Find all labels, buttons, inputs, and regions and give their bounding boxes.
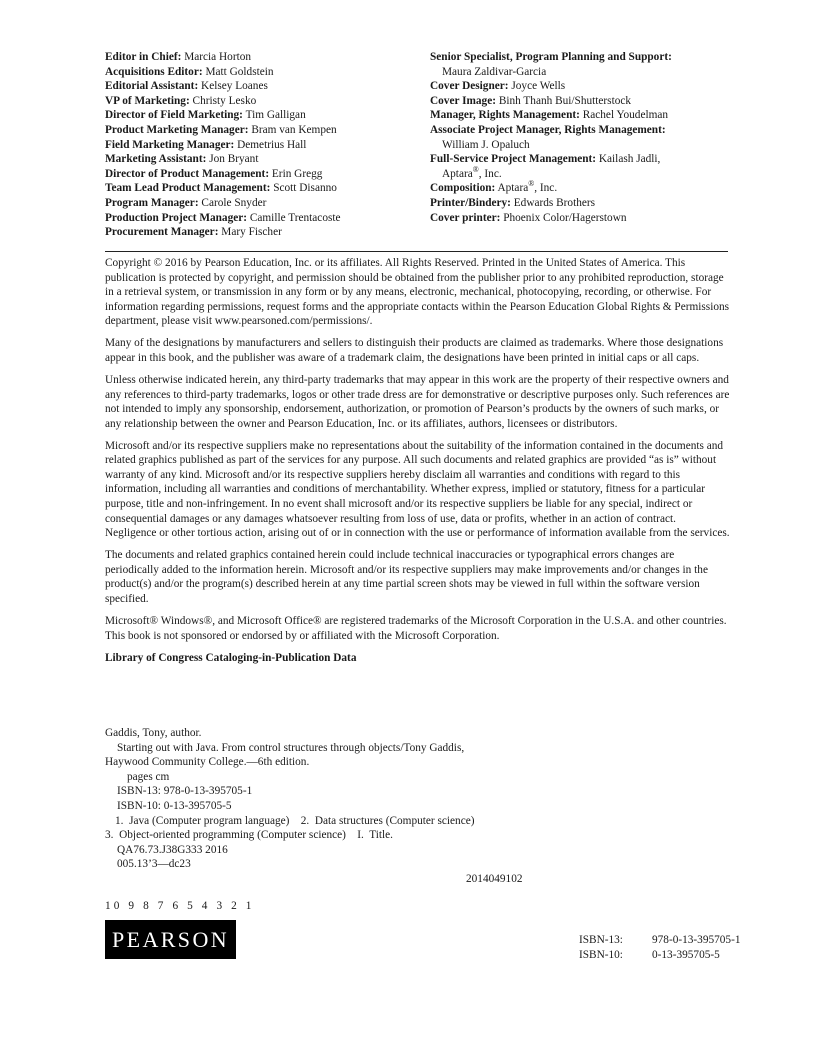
credits-left-column [105,50,430,240]
cip-subjects: 1. Java (Computer program language) 2. Data structures (Computer science) [115,814,475,827]
third-party-notice: Unless otherwise indicated herein, any third-party trademarks that may appear in this work are the property of their respective owners and any references to third-party trademarks, logos or other trade dress are for demonstrative or descriptive purposes only. Such references are not intended to imply any sponsorship, endorsement, authorization, or promotion of Pearson’s products by the owners of such marks, or any relationship between the owner and Pearson Education, Inc. or its affiliates, authors, licensees or distributors. [105,373,730,430]
credit-line-assoc-rights: Associate Project Manager, Rights Management: [430,123,666,136]
credit-line: Procurement Manager: Mary Fischer [105,226,282,239]
credit-line: Production Project Manager: Camille Trentacoste [105,211,341,224]
credit-continuation: Aptara®, Inc. [442,164,502,180]
credit-line: Director of Product Management: Erin Gregg [105,167,323,180]
cip-heading: Library of Congress Cataloging-in-Publication Data [105,651,357,664]
pearson-logo: PEARSON [105,920,236,959]
credit-line: Marketing Assistant: Jon Bryant [105,153,259,166]
credit-line: Acquisitions Editor: Matt Goldstein [105,65,274,78]
trademark-notice: Many of the designations by manufacturers and sellers to distinguish their products are claimed as trademarks. Where those designations appear in this book, and the publisher was aware of a trademark claim, the designations have been printed in initial caps or all caps. [105,337,724,364]
credit-line-full-service: Full-Service Project Management: Kailash Jadli, [430,153,661,166]
credit-line-senior-specialist: Senior Specialist, Program Planning and Support: [430,51,672,63]
cip-author: Gaddis, Tony, author. [105,727,202,739]
credits-block [105,50,730,240]
credit-line-cover-image: Cover Image: Binh Thanh Bui/Shutterstock [430,94,632,107]
isbn13-row: ISBN-13: 978-0-13-395705-1 [579,934,741,946]
cip-isbn13: ISBN-13: 978-0-13-395705-1 [117,785,253,798]
cip-subjects-continued: 3. Object-oriented programming (Computer science) I. Title. [105,829,394,842]
copyright-notice: Copyright © 2016 by Pearson Education, Inc. or its affiliates. All Rights Reserved. Printed in the United States of America. This publication is protected by copyright, and permission should be obtained from the publisher prior to any prohibited reproduction, storage in a retrieval system, or transmission in any form or by any means, electronic, mechanical, photocopying, recording, or otherwise. For information regarding permissions, request forms and the appropriate contacts within the Pearson Education Global Rights & Permissions department, please visit www.pearsoned.com/permissions/. [105,257,730,328]
credit-line: Product Marketing Manager: Bram van Kempen [105,123,337,136]
cip-lc-class: QA76.73.J38G333 2016 [117,843,228,856]
cip-isbn10: ISBN-10: 0-13-395705-5 [117,799,232,812]
technical-inaccuracies-notice: The documents and related graphics contained herein could include technical inaccuracies or typographical errors changes are periodically added to the information herein. Microsoft and/or its respective suppliers may make improvements and/or changes in the product(s) and/or the program(s) described herein at any time partial screen shots may be viewed in full within the software version specified. [105,549,708,606]
credit-line: VP of Marketing: Christy Lesko [105,94,257,107]
credit-line: Editor in Chief: Marcia Horton [105,51,252,63]
credit-line-rights-manager: Manager, Rights Management: Rachel Youdelman [430,109,669,122]
printing-line: 10 9 8 7 6 5 4 3 2 1 [105,900,255,912]
isbn10-row: ISBN-10: 0-13-395705-5 [579,948,720,961]
cip-title: Starting out with Java. From control structures through objects/Tony Gaddis, [117,741,465,754]
microsoft-registered-notice: Microsoft® Windows®, and Microsoft Office® are registered trademarks of the Microsoft Corporation in the U.S.A. and other countries. This book is not sponsored or endorsed by or affiliated with the Microsoft Corporation. [105,615,727,642]
credit-line: Program Manager: Carole Snyder [105,196,267,209]
credit-line: Team Lead Product Management: Scott Disanno [105,182,337,195]
cip-data [105,726,730,887]
credit-line-cover-printer: Cover printer: Phoenix Color/Hagerstown [430,211,627,224]
cip-control-number: 2014049102 [466,872,523,885]
credit-line: Director of Field Marketing: Tim Galligan [105,109,306,122]
credit-continuation: William J. Opaluch [442,138,530,151]
credit-line: Editorial Assistant: Kelsey Loanes [105,80,268,93]
credits-right-column [430,50,730,240]
credit-continuation: Maura Zaldivar-Garcia [442,65,547,78]
credit-line-composition: Composition: Aptara®, Inc. [430,179,558,195]
credit-line: Field Marketing Manager: Demetrius Hall [105,138,307,151]
credit-line-cover-designer: Cover Designer: Joyce Wells [430,80,566,93]
cip-dewey: 005.13’3—dc23 [117,858,191,871]
legal-notices [105,256,730,674]
credit-line-printer: Printer/Bindery: Edwards Brothers [430,196,596,209]
microsoft-disclaimer: Microsoft and/or its respective suppliers make no representations about the suitability of the information contained in the documents and related graphics published as part of the services for any purpose. All such documents and related graphics are provided “as is” without warranty of any kind. Microsoft and/or its respective suppliers hereby disclaim all warranties and conditions with regard to this information, including all warranties and conditions of merchantability. Whether express, implied or statutory, fitness for a particular purpose, title and non-infringement. In no event shall microsoft and/or its respective suppliers be liable for any special, indirect or consequential damages or any damages whatsoever resulting from loss of use, data or profits, whether in an action of contract. Negligence or other tortious action, arising out of or in connection with the use or performance of information available from the services. [105,439,730,540]
divider-rule [105,251,728,252]
isbn-footer [579,933,740,962]
cip-pages: pages cm [127,770,170,783]
cip-title-continued: Haywood Community College.—6th edition. [105,756,310,769]
